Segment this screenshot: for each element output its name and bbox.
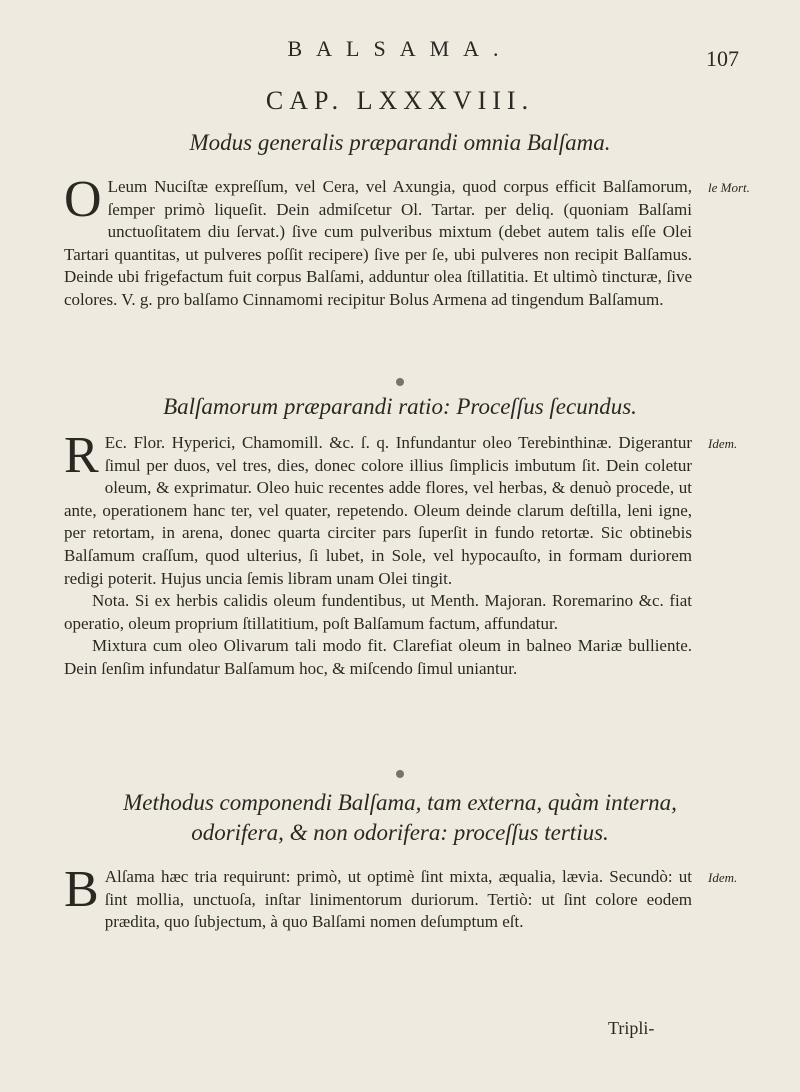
section-1-dropcap: O [64, 171, 102, 228]
ornament-dot-1 [396, 378, 404, 386]
section-2-paragraph-3: Mixtura cum oleo Olivarum tali modo fit. Clarefiat oleum in balneo Mariæ bulliente. Dein ſenſim infundatur Balſamum hoc, & miſcendo ſimul uniantur. [64, 636, 692, 678]
section-3-title-line-1: Methodus componendi Balſama, tam externa, quàm interna, [123, 790, 677, 815]
section-3-title-line-2: odorifera, & non odorifera: proceſſus tertius. [191, 820, 609, 845]
running-head: BALSAMA. [287, 36, 513, 61]
section-1-body [64, 171, 692, 312]
catchword: Tripli- [608, 1018, 655, 1038]
section-2-dropcap: R [64, 427, 99, 484]
margin-note-1: le Mort. [708, 180, 750, 195]
section-2-title: Balſamorum præparandi ratio: Proceſſus ſecundus. [163, 394, 637, 419]
margin-note-2: Idem. [708, 436, 738, 451]
ornament-dot-2 [396, 770, 404, 778]
margin-note-3: Idem. [708, 870, 738, 885]
section-2-paragraph-1: Ec. Flor. Hyperici, Chamomill. &c. ſ. q. Infundantur oleo Terebinthinæ. Digerantur ſimul per duos, vel tres, dies, donec colore illius ſimplicis imbutum ſit. Dein coletur oleum, & exprimatur. Oleo huic recentes adde flores, vel herbas, & denuò procede, ut ante, operationem hanc ter, vel quater, repetendo. Oleum deinde clarum deſtilla, leni igne, per retortam, in arena, donec quarta circiter pars ſuperſit in fundo retortæ. Sic obtinebis Balſamum craſſum, quod ulterius, ſi lubet, in Sole, vel hypocauſto, in formam duriorem redigi poterit. Hujus uncia ſemis libram unam Olei tingit. [64, 433, 692, 588]
section-1-title: Modus generalis præparandi omnia Balſama. [189, 130, 611, 155]
section-2-body [64, 427, 692, 681]
section-3-body [64, 861, 692, 934]
page-number: 107 [706, 46, 739, 71]
section-2-paragraph-2: Nota. Si ex herbis calidis oleum fundentibus, ut Menth. Majoran. Roremarino &c. fiat operatio, oleum proprium ſtillatitium, poſt Balſamum factum, affundatur. [64, 591, 692, 633]
section-3-text: Alſama hæc tria requirunt: primò, ut optimè ſint mixta, æqualia, lævia. Secundò: ut ſint mollia, unctuoſa, inſtar linimentorum duriorum. Tertiò: ut ſint colore eodem prædita, quo ſubjectum, à quo Balſami nomen deſumptum eſt. [104, 867, 692, 932]
section-3-dropcap: B [64, 861, 99, 918]
section-1-text: Leum Nuciſtæ expreſſum, vel Cera, vel Axungia, quod corpus efficit Balſamorum, ſemper primò liqueſit. Dein admiſcetur Ol. Tartar. per deliq. (quoniam Balſami unctuoſitatem diu ſervat.) ſive cum pulveribus mixtum (debet autem talis eſſe Olei Tartari quantitas, ut pulveres poſſit recipere) ſive per ſe, ubi pulveres non recipit Balſamus. Deinde ubi frigefactum fuit corpus Balſami, adduntur olea ſtillatitia. Et ultimò tincturæ, ſive colores. V. g. pro balſamo Cinnamomi recipitur Bolus Armena ad tingendum Balſamum. [64, 177, 692, 309]
chapter-heading: CAP. LXXXVIII. [265, 86, 535, 115]
